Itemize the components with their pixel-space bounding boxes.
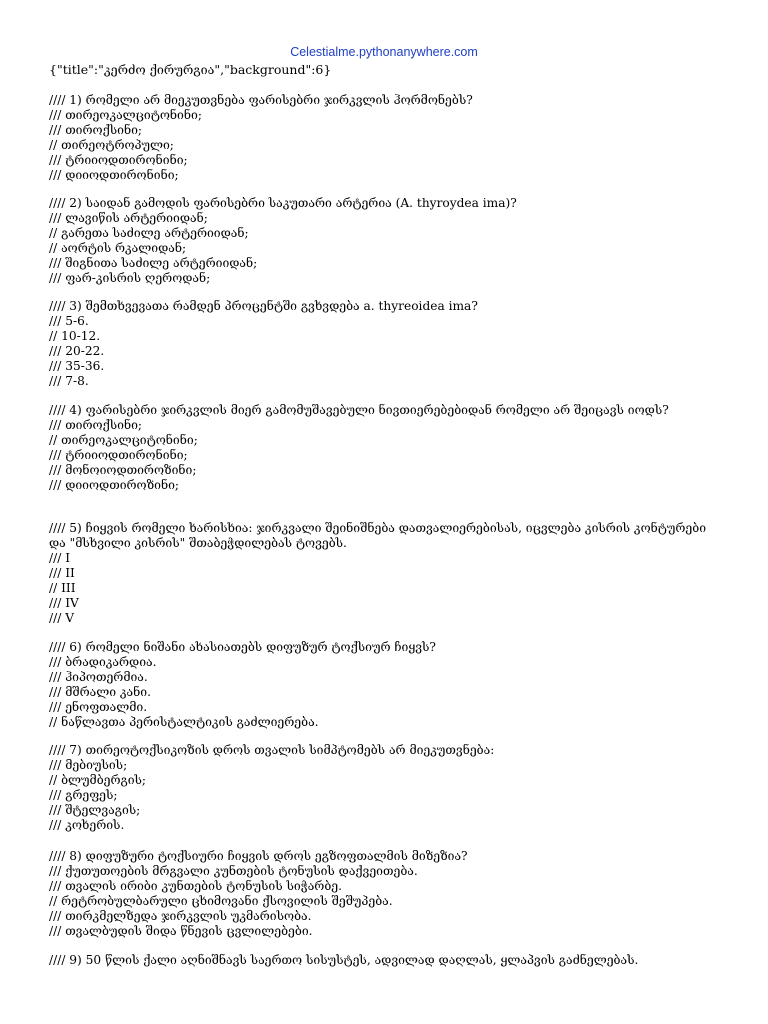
answer-option: /// დიიოდთიროზინი; [49, 478, 180, 492]
answer-option: /// 5-6. [49, 314, 89, 328]
answer-option: // 10-12. [49, 329, 101, 343]
answer-option: // რეტრობულბარული ცხიმოვანი ქსოვილის შეშუპება. [49, 894, 393, 908]
question-text: //// 9) 50 წლის ქალი აღნიშნავს საერთო სისუსტეს, ადვილად დაღლას, ყლაპვის გაძნელებას. [49, 953, 639, 967]
answer-option: // III [49, 581, 76, 595]
answer-option: /// თირკმელზედა ჯირკვლის უკმარისობა. [49, 909, 312, 923]
answer-option: /// I [49, 551, 71, 565]
question-block [49, 403, 721, 493]
question-block [49, 743, 721, 833]
answer-option: /// IV [49, 596, 79, 610]
answer-option: /// 35-36. [49, 359, 105, 373]
answer-option: /// მებიუსის; [49, 758, 128, 772]
answer-option: /// შტელვაგის; [49, 803, 141, 817]
question-text: //// 5) ჩიყვის რომელი ხარისხია: ჯირკვალი შეინიშნება დათვალიერებისას, იცვლება კისრის კონტურები და "მსხვილი კისრის" შთაბეჭდილებას ტოვებს. [49, 521, 707, 550]
answer-option: /// ბრადიკარდია. [49, 655, 157, 669]
answer-option: /// მონოიოდთიროზინი; [49, 463, 197, 477]
source-link[interactable]: Celestialme.pythonanywhere.com [290, 45, 478, 59]
answer-option: /// ტრიიოდთირონინი; [49, 448, 188, 462]
question-text: //// 1) რომელი არ მიეკუთვნება ფარისებრი ჯირკვლის ჰორმონებს? [49, 93, 473, 107]
answer-option: // გარეთა საძილე არტერიიდან; [49, 226, 249, 240]
answer-option: /// ქუთუთოების მრგვალი კუნთების ტონუსის დაქვეითება. [49, 864, 418, 878]
question-text: //// 2) საიდან გამოდის ფარისებრი საკუთარი არტერია (A. thyroydea ima)? [49, 196, 517, 210]
answer-option: /// ჰიპოთერმია. [49, 670, 148, 684]
answer-option: /// II [49, 566, 75, 580]
question-text: //// 3) შემთხვევათა რამდენ პროცენტში გვხვდება a. thyreoidea ima? [49, 299, 478, 313]
question-text: //// 8) დიფუზური ტოქსიური ჩიყვის დროს ეგზოფთალმის მიზეზია? [49, 849, 468, 863]
question-text: //// 4) ფარისებრი ჯირკვლის მიერ გამომუშავებული ნივთიერებებიდან რომელი არ შეიცავს იოდს? [49, 403, 669, 417]
answer-option: // ბლუმბერგის; [49, 773, 147, 787]
answer-option: /// დიიოდთირონინი; [49, 168, 179, 182]
question-block [49, 640, 721, 730]
answer-option: /// ლავიწის არტერიიდან; [49, 211, 208, 225]
question-block [49, 953, 721, 968]
answer-option: /// ენოფთალმი. [49, 700, 148, 714]
answer-option: /// თვალბუდის შიდა წნევის ცვლილებები. [49, 924, 313, 938]
answer-option: // თირეოტროპული; [49, 138, 174, 152]
answer-option: /// თიროქსინი; [49, 123, 143, 137]
answer-option: /// მშრალი კანი. [49, 685, 151, 699]
answer-option: /// შიგნითა საძილე არტერიიდან; [49, 256, 258, 270]
meta-json-line: {"title":"კერძო ქირურგია","background":6} [49, 62, 332, 77]
answer-option: /// ფარ-კისრის ღეროდან; [49, 271, 211, 285]
answer-option: // თირეოკალციტონინი; [49, 433, 198, 447]
question-block [49, 299, 721, 389]
answer-option: // ნაწლავთა პერისტალტიკის გაძლიერება. [49, 715, 319, 729]
question-block [49, 849, 721, 939]
answer-option: /// გრეფეს; [49, 788, 118, 802]
answer-option: /// ტრიიოდთირონინი; [49, 153, 188, 167]
answer-option: /// თიროქსინი; [49, 418, 143, 432]
answer-option: /// 7-8. [49, 374, 89, 388]
answer-option: /// კოხერის. [49, 818, 125, 832]
question-block [49, 93, 721, 183]
answer-option: /// V [49, 611, 74, 625]
question-text: //// 6) რომელი ნიშანი ახასიათებს დიფუზურ ტოქსიურ ჩიყვს? [49, 640, 436, 654]
question-block [49, 196, 721, 286]
answer-option: /// 20-22. [49, 344, 105, 358]
question-text: //// 7) თირეოტოქსიკოზის დროს თვალის სიმპტომებს არ მიეკუთვნება: [49, 743, 495, 757]
answer-option: /// თვალის ირიბი კუნთების ტონუსის სიჭარბე. [49, 879, 343, 893]
answer-option: // აორტის რკალიდან; [49, 241, 187, 255]
answer-option: /// თირეოკალციტონინი; [49, 108, 202, 122]
question-block [49, 521, 721, 626]
